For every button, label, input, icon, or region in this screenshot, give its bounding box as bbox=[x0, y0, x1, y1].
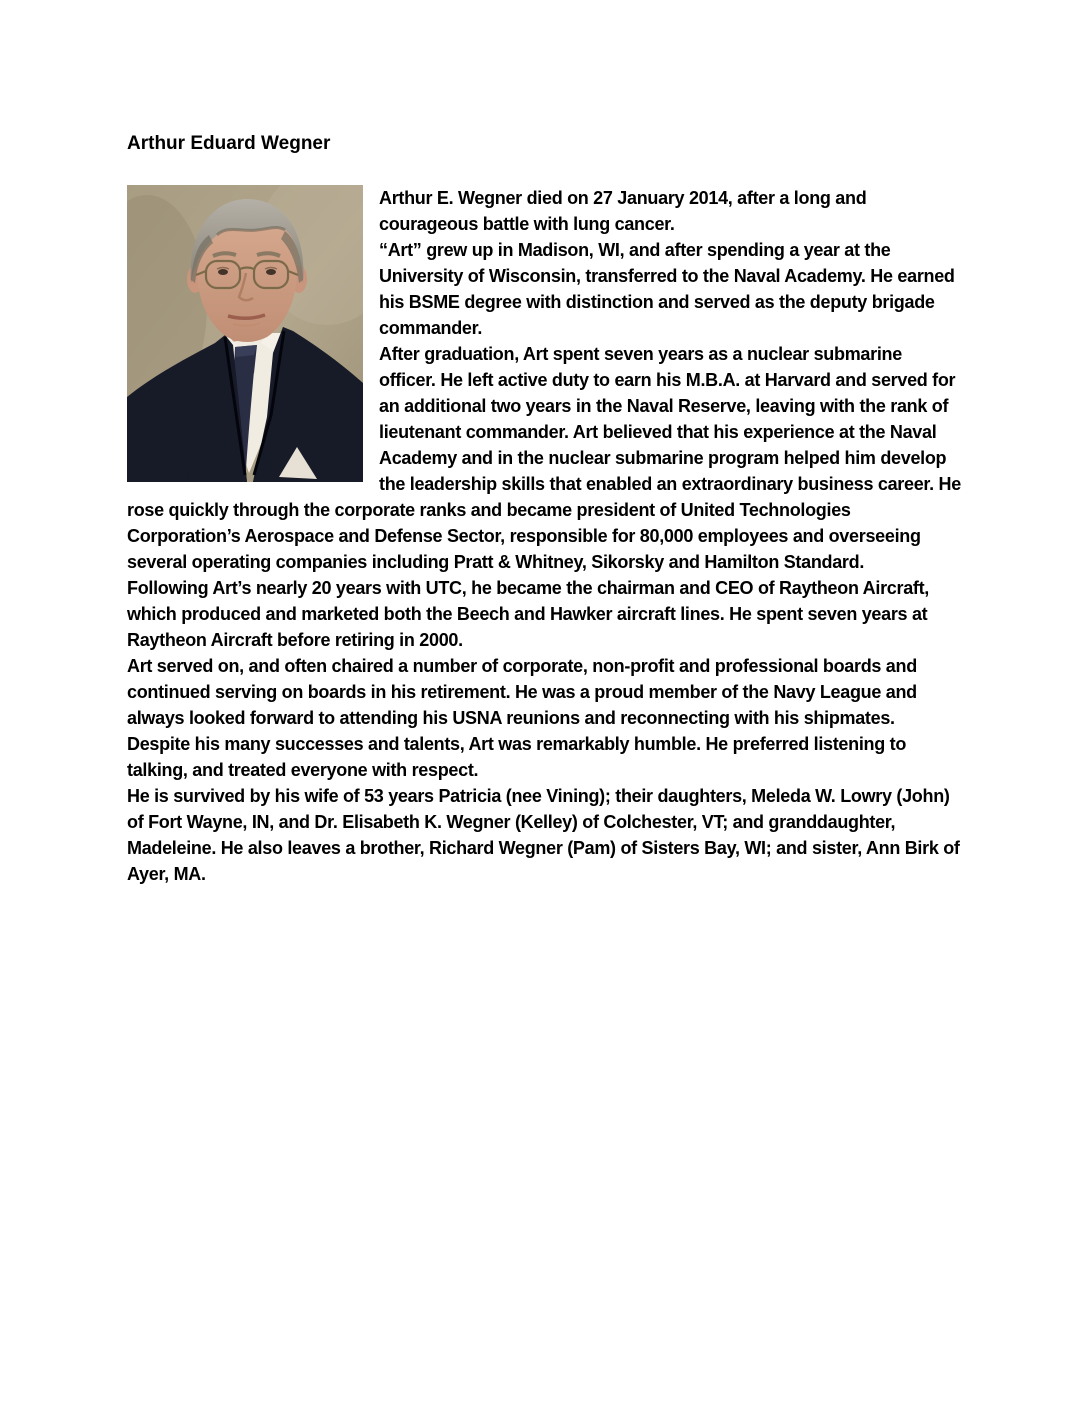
portrait-photo-image bbox=[127, 185, 363, 482]
obituary-paragraph: Following Art’s nearly 20 years with UTC, he became the chairman and CEO of Raytheon Aircraft, which produced and marketed both the Beech and Hawker aircraft lines. He spent seven years at Raytheon Aircraft before retiring in 2000. bbox=[127, 578, 929, 650]
obituary-paragraph: After graduation, Art spent seven years as a nuclear submarine officer. He left active duty to earn his M.B.A. at Harvard and served for an additional two years in the Naval Reserve, leaving with the rank of lieutenant commander. Art believed that his experience at the Naval Academy and in the nuclear submarine program helped him develop the leadership skills that enabled an extraordinary business career. He rose quickly through the corporate ranks and became president of United Technologies Corporation’s Aerospace and Defense Sector, responsible for 80,000 employees and overseeing several operating companies including Pratt & Whitney, Sikorsky and Hamilton Standard. bbox=[127, 344, 961, 572]
portrait-photo bbox=[127, 185, 363, 482]
document-content bbox=[127, 133, 961, 887]
eye-right bbox=[266, 269, 276, 275]
obituary-paragraph: Arthur E. Wegner died on 27 January 2014, after a long and courageous battle with lung cancer. bbox=[379, 188, 867, 234]
page-title: Arthur Eduard Wegner bbox=[127, 133, 331, 154]
obituary-paragraph: He is survived by his wife of 53 years Patricia (nee Vining); their daughters, Meleda W. Lowry (John) of Fort Wayne, IN, and Dr. Elisabeth K. Wegner (Kelley) of Colchester, VT; and granddaughter, Madeleine. He also leaves a brother, Richard Wegner (Pam) of Sisters Bay, WI; and sister, Ann Birk of Ayer, MA. bbox=[127, 786, 960, 884]
obituary-article bbox=[127, 185, 961, 887]
obituary-paragraph: Art served on, and often chaired a number of corporate, non-profit and professional boards and continued serving on boards in his retirement. He was a proud member of the Navy League and always looked forward to attending his USNA reunions and reconnecting with his shipmates. Despite his many successes and talents, Art was remarkably humble. He preferred listening to talking, and treated everyone with respect. bbox=[127, 656, 917, 780]
eye-left bbox=[218, 269, 228, 275]
obituary-paragraph: “Art” grew up in Madison, WI, and after spending a year at the University of Wisconsin, transferred to the Naval Academy. He earned his BSME degree with distinction and served as the deputy brigade commander. bbox=[379, 240, 955, 338]
